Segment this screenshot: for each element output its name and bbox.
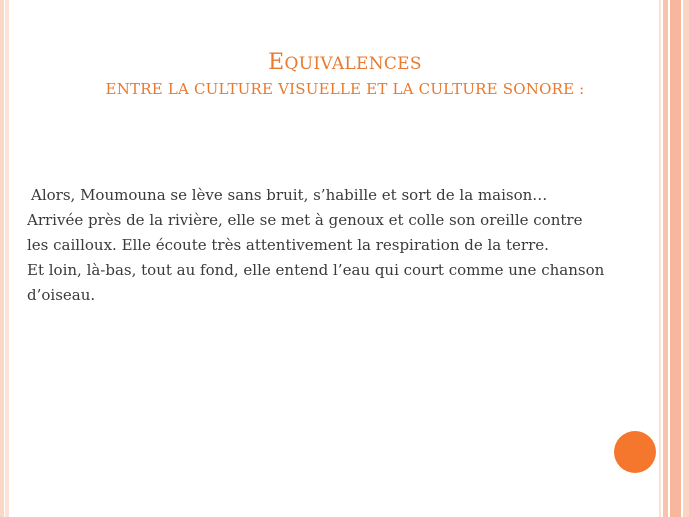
body-line: Et loin, là-bas, tout au fond, elle entend l’eau qui court comme une chanson [27, 261, 605, 279]
title-rest: QUIVALENCES [284, 54, 422, 74]
slide-title [40, 50, 650, 75]
body-line: d’oiseau. [27, 286, 96, 304]
body-line: Arrivée près de la rivière, elle se met à genoux et colle son oreille contre [27, 211, 583, 229]
decorative-circle [614, 431, 656, 473]
title-initial: E [268, 50, 285, 75]
slide-subtitle: ENTRE LA CULTURE VISUELLE ET LA CULTURE SONORE : [105, 80, 585, 98]
right-decorative-border [659, 0, 689, 517]
body-line: Alors, Moumouna se lève sans bruit, s’habille et sort de la maison… [31, 186, 548, 204]
body-line: les cailloux. Elle écoute très attentivement la respiration de la terre. [27, 236, 549, 254]
left-decorative-border [0, 0, 9, 517]
body-paragraph [27, 183, 637, 308]
